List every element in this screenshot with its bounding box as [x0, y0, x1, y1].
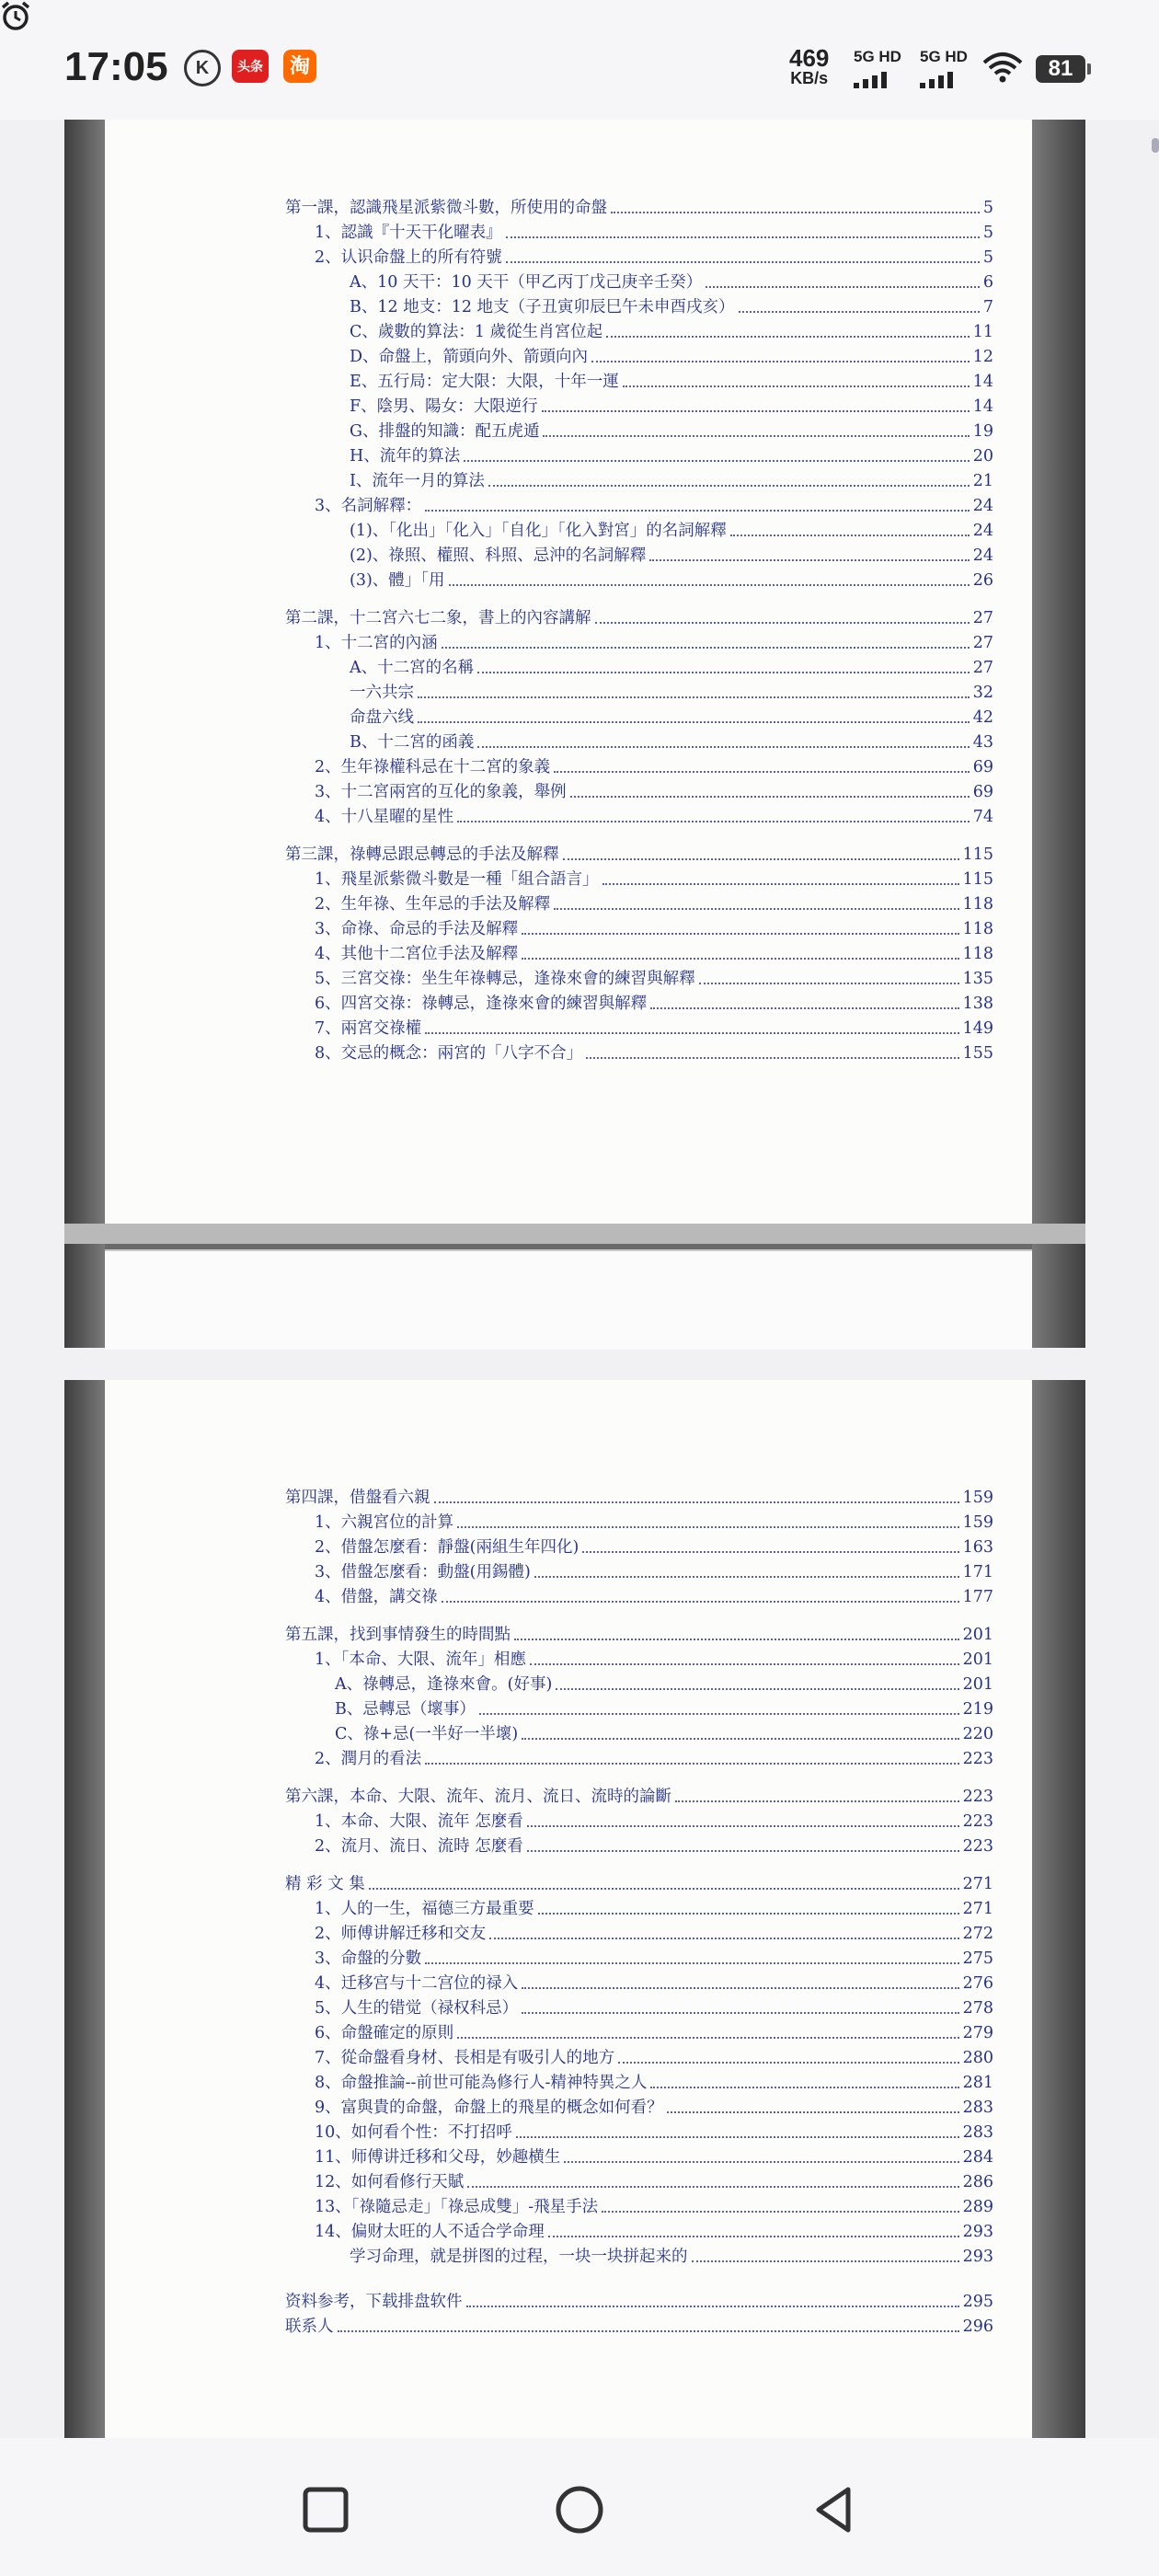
signal-label: 5G HD: [920, 48, 968, 65]
toc-leader-dots: [522, 1738, 958, 1740]
toc-entry-title: 6、四宮交祿：祿轉忌，逢祿來會的練習與解釋: [315, 995, 648, 1013]
toc-entry: [315, 993, 993, 1015]
toc-leader-dots: [548, 2236, 959, 2237]
toc-entry-title: 8、交忌的概念：兩宮的「八字不合」: [315, 1044, 583, 1063]
toc-leader-dots: [418, 721, 970, 723]
wifi-icon: [982, 52, 1023, 83]
page-paper: [105, 120, 1032, 1224]
toc-entry-title: H、流年的算法: [350, 447, 461, 466]
toc-leader-dots: [543, 435, 969, 437]
triangle-back-icon[interactable]: [808, 2484, 859, 2536]
toc-leader-dots: [477, 746, 969, 748]
toc-entry: [315, 1748, 993, 1770]
toc-leader-dots: [595, 622, 970, 624]
toc-entry: [315, 1811, 993, 1833]
toc-entry-page: 293: [962, 2248, 993, 2266]
toc-entry-page: 289: [962, 2198, 993, 2216]
toc-entry-page: 24: [972, 522, 993, 540]
signal-icon: [920, 48, 968, 88]
toc-leader-dots: [467, 2186, 958, 2188]
toc-entry-title: C、歲數的算法：1 歲從生肖宮位起: [350, 323, 603, 341]
toc-entry-page: 12: [972, 348, 993, 366]
toc-entry-title: 联系人: [285, 2317, 334, 2336]
toc-entry-title: 1、本命、大限、流年 怎麼看: [315, 1812, 523, 1831]
toc-entry-page: 163: [962, 1538, 993, 1557]
toc-leader-dots: [489, 1938, 958, 1939]
toc-entry-page: 69: [972, 783, 993, 801]
toc-entry-page: 271: [962, 1900, 993, 1918]
toc-entry-title: 4、其他十二宮位手法及解釋: [315, 945, 519, 963]
toc-entry-page: 159: [962, 1489, 993, 1507]
toc-leader-dots: [466, 2306, 959, 2307]
toc-leader-dots: [586, 1057, 958, 1059]
toc-entry: [350, 371, 993, 393]
toc-entry-title: (3)、體」「用: [350, 571, 445, 590]
toc-entry-title: 第二課，十二宮六七二象，書上的內容講解: [285, 609, 591, 627]
toc-leader-dots: [554, 771, 970, 773]
toc-leader-dots: [479, 1713, 959, 1715]
toc-entry: [315, 1835, 993, 1857]
toc-leader-dots: [602, 2211, 958, 2213]
toc-leader-dots: [457, 821, 970, 822]
toc-entry-page: 42: [972, 708, 993, 727]
toc-entry-page: 26: [972, 571, 993, 590]
toc-leader-dots: [618, 2062, 958, 2064]
toc-entry-page: 24: [972, 546, 993, 565]
toc-entry-page: 295: [962, 2293, 993, 2311]
toc-leader-dots: [418, 696, 970, 698]
toc-entry: [315, 756, 993, 778]
toc-entry: [315, 918, 993, 940]
page-edge: [105, 1249, 1032, 1350]
toc-entry: [285, 1624, 993, 1646]
toc-entry-title: 3、名詞解釋：: [315, 497, 422, 515]
status-bar: [0, 0, 1159, 120]
toc-entry-page: 5: [982, 224, 993, 242]
toc-entry-page: 118: [962, 895, 993, 914]
toc-leader-dots: [623, 385, 970, 387]
circle-home-icon[interactable]: [554, 2484, 605, 2536]
toc-entry: [350, 657, 993, 679]
toc-leader-dots: [570, 796, 970, 798]
network-speed-unit: KB/s: [790, 69, 829, 87]
toc-entry: [350, 707, 993, 729]
toc-entry-page: 283: [962, 2099, 993, 2117]
toc-entry-page: 159: [962, 1513, 993, 1532]
toc-entry-title: 4、借盤，講交祿: [315, 1588, 438, 1606]
toc-leader-dots: [477, 672, 970, 673]
toc-leader-dots: [534, 1576, 959, 1578]
toc-leader-dots: [699, 983, 959, 984]
toc-entry-title: 7、兩宮交祿權: [315, 1019, 422, 1038]
toc-entry: [285, 2316, 993, 2338]
page-shadow-left: [64, 1380, 105, 2438]
toc-entry-page: 223: [962, 1750, 993, 1768]
toc-entry-page: 138: [962, 995, 993, 1013]
toc-entry-page: 11: [972, 323, 993, 341]
toc-entry: [350, 296, 993, 318]
toc-entry: [315, 1649, 993, 1671]
alarm-icon: [0, 0, 31, 31]
toc-entry-title: 4、迁移宫与十二宫位的禄入: [315, 1974, 519, 1993]
toc-leader-dots: [527, 1825, 959, 1827]
toc-leader-dots: [692, 2260, 959, 2262]
page-shadow-left: [64, 120, 105, 1348]
toc-entry-page: 171: [962, 1563, 993, 1581]
toc-entry-page: 69: [972, 758, 993, 776]
toc-entry: [315, 1997, 993, 2019]
toc-entry: [315, 1536, 993, 1558]
toc-entry-page: 6: [982, 273, 993, 292]
toc-entry: [285, 197, 993, 219]
toc-entry: [285, 607, 993, 629]
toc-entry-title: 1、十二宮的內涵: [315, 634, 438, 652]
toc-leader-dots: [554, 908, 958, 910]
toc-entry-title: 12、如何看修行天賦: [315, 2173, 465, 2191]
toc-entry: [285, 2291, 993, 2313]
toc-leader-dots: [434, 1501, 959, 1503]
toc-entry: [315, 943, 993, 965]
toc-leader-dots: [556, 1688, 958, 1690]
toc-entry: [315, 1898, 993, 1920]
toutiao-app-icon: 头条: [232, 50, 269, 83]
toc-leader-dots: [602, 883, 959, 885]
toc-leader-dots: [457, 1526, 958, 1528]
toc-entry-page: 279: [962, 2024, 993, 2042]
toc-entry-page: 5: [982, 199, 993, 217]
toc-entry-title: 2、借盤怎麼看：靜盤(兩組生年四化): [315, 1538, 580, 1557]
toc-leader-dots: [506, 236, 980, 238]
toc-entry-page: 24: [972, 497, 993, 515]
toc-entry-title: 5、三宮交祿：坐生年祿轉忌，逢祿來會的練習與解釋: [315, 970, 695, 988]
toc-entry: [350, 470, 993, 492]
network-speed-value: 469: [789, 44, 830, 72]
toc-entry-title: A、祿轉忌，逢祿來會。(好事): [335, 1675, 553, 1694]
toc-entry-page: 118: [962, 945, 993, 963]
toc-entry-title: 第六課，本命、大限、流年、流月、流日、流時的論斷: [285, 1788, 671, 1806]
toc-entry-title: E、五行局：定大限：大限，十年一運: [350, 373, 619, 391]
network-speed: [789, 46, 829, 86]
toc-entry: [315, 632, 993, 654]
toc-entry: [335, 1698, 993, 1720]
toc-entry-title: 一六共宗: [350, 684, 414, 702]
toc-entry-title: 3、命祿、命忌的手法及解釋: [315, 920, 519, 938]
toc-entry-title: 1、認識『十天干化曜表』: [315, 224, 502, 242]
toc-entry: [315, 1586, 993, 1608]
toc-leader-dots: [650, 1007, 958, 1009]
toc-entry: [315, 1512, 993, 1534]
toc-leader-dots: [530, 1663, 959, 1665]
toc-entry: [315, 1042, 993, 1064]
toc-entry-title: F、陰男、陽女：大限逆行: [350, 397, 538, 416]
toc-entry-title: 2、师傅讲解迁移和交友: [315, 1925, 487, 1943]
toc-leader-dots: [739, 311, 980, 313]
toc-entry-page: 155: [962, 1044, 993, 1063]
scrollbar-thumb[interactable]: [1152, 138, 1159, 153]
toc-leader-dots: [527, 1850, 959, 1852]
scanned-page-2: [64, 1380, 1085, 2438]
battery-icon: 81: [1036, 55, 1085, 83]
toc-entry-title: 2、生年祿、生年忌的手法及解釋: [315, 895, 551, 914]
toc-entry-title: 命盘六线: [350, 708, 414, 727]
toc-entry-page: 219: [962, 1700, 993, 1719]
toc-entry-page: 284: [962, 2148, 993, 2167]
toc-entry-title: A、十二宮的名稱: [350, 659, 475, 677]
navigation-bar: [0, 2438, 1159, 2576]
toc-entry-page: 115: [962, 870, 993, 889]
toc-entry: [285, 844, 993, 866]
toc-leader-dots: [425, 510, 970, 512]
toc-entry-page: 32: [972, 684, 993, 702]
toc-entry-page: 74: [972, 808, 993, 826]
toc-entry: [285, 1786, 993, 1808]
toc-entry-title: 14、偏财太旺的人不适合学命理: [315, 2223, 545, 2241]
toc-entry-title: 3、命盤的分數: [315, 1949, 422, 1968]
toc-leader-dots: [591, 361, 970, 362]
toc-entry-title: 2、生年祿權科忌在十二宮的象義: [315, 758, 551, 776]
toc-entry-page: 20: [972, 447, 993, 466]
toc-entry-title: 第四課，借盤看六親: [285, 1489, 430, 1507]
toc-entry-title: B、十二宮的函義: [350, 733, 475, 752]
toc-entry-title: 第三課，祿轉忌跟忌轉忌的手法及解釋: [285, 845, 559, 864]
toc-entry: [315, 2097, 993, 2119]
page-divider: [64, 1224, 1085, 1244]
toc-entry-page: 19: [972, 422, 993, 441]
toc-entry-page: 223: [962, 1788, 993, 1806]
toc-entry-title: 7、從命盤看身材、長相是有吸引人的地方: [315, 2049, 615, 2067]
signal-label: 5G HD: [854, 48, 901, 65]
toc-entry-title: 13、「祿隨忌走」「祿忌成雙」-飛星手法: [315, 2198, 599, 2216]
toc-entry-title: 10、如何看个性：不打招呼: [315, 2123, 512, 2142]
page-paper: [105, 1380, 1032, 2438]
toc-entry: [315, 1561, 993, 1583]
toc-leader-dots: [542, 410, 970, 412]
toc-entry-page: 281: [962, 2074, 993, 2092]
toc-leader-dots: [338, 2330, 959, 2332]
toc-entry-title: I、流年一月的算法: [350, 472, 485, 490]
toc-leader-dots: [650, 2087, 958, 2088]
toc-entry: [350, 545, 993, 567]
toc-entry: [285, 1873, 993, 1895]
toc-entry-title: D、命盤上，箭頭向外、箭頭向內: [350, 348, 589, 366]
toc-entry: [315, 2072, 993, 2094]
toc-entry: [335, 1673, 993, 1696]
toc-entry: [315, 2022, 993, 2044]
toc-entry-title: (1)、「化出」「化入」「自化」「化入對宮」的名詞解釋: [350, 522, 727, 540]
toc-entry: [350, 445, 993, 467]
toc-entry-title: 6、命盤確定的原則: [315, 2024, 454, 2042]
toc-entry: [315, 2171, 993, 2193]
toc-entry: [350, 731, 993, 753]
toc-entry-page: 293: [962, 2223, 993, 2241]
toc-entry-page: 220: [962, 1725, 993, 1743]
toc-entry: [315, 2221, 993, 2243]
toc-entry-title: G、排盤的知識：配五虎遁: [350, 422, 540, 441]
toc-leader-dots: [563, 858, 959, 860]
scanned-page-1: [64, 120, 1085, 1348]
toc-leader-dots: [464, 460, 969, 462]
toc-entry: [350, 682, 993, 704]
toc-entry-page: 27: [972, 659, 993, 677]
toc-leader-dots: [538, 1913, 959, 1915]
toc-entry-page: 149: [962, 1019, 993, 1038]
toc-entry-page: 201: [962, 1675, 993, 1694]
page-shadow-right: [1032, 120, 1085, 1348]
toc-entry-page: 272: [962, 1925, 993, 1943]
toc-entry-title: 第一課，認識飛星派紫微斗數，所使用的命盤: [285, 199, 607, 217]
toc-entry-page: 27: [972, 609, 993, 627]
toc-entry-title: 2、潤月的看法: [315, 1750, 422, 1768]
toc-entry-page: 286: [962, 2173, 993, 2191]
toc-entry-page: 21: [972, 472, 993, 490]
toc-leader-dots: [449, 584, 970, 586]
toc-entry-page: 201: [962, 1626, 993, 1644]
toc-leader-dots: [564, 2161, 958, 2163]
toc-entry: [315, 1018, 993, 1040]
toc-leader-dots: [522, 1987, 958, 1989]
toc-entry-title: 1、六親宮位的計算: [315, 1513, 454, 1532]
toc-entry-title: 3、十二宮兩宮的互化的象義，舉例: [315, 783, 567, 801]
toc-leader-dots: [442, 1601, 959, 1603]
toc-entry-page: 27: [972, 634, 993, 652]
toc-leader-dots: [425, 1032, 958, 1034]
toc-entry: [350, 2246, 993, 2268]
toc-leader-dots: [522, 958, 958, 960]
toc-entry: [315, 1923, 993, 1945]
toc-leader-dots: [425, 1763, 958, 1765]
toc-entry: [315, 247, 993, 269]
toc-entry: [350, 321, 993, 343]
toc-leader-dots: [675, 1800, 959, 1802]
toc-entry-page: 7: [982, 298, 993, 316]
toc-leader-dots: [522, 2012, 958, 2014]
toc-entry: [315, 968, 993, 990]
toc-entry: [315, 2196, 993, 2218]
toc-leader-dots: [369, 1888, 959, 1890]
toc-entry-title: 学习命理，就是拼图的过程，一块一块拼起来的: [350, 2248, 688, 2266]
toc-leader-dots: [488, 485, 970, 487]
toc-leader-dots: [706, 286, 980, 288]
toc-entry-title: 第五課，找到事情發生的時間點: [285, 1626, 511, 1644]
toc-entry-title: 4、十八星曜的星性: [315, 808, 454, 826]
toc-entry-title: 精 彩 文 集: [285, 1875, 365, 1893]
toc-entry-page: 115: [962, 845, 993, 864]
toc-entry-page: 14: [972, 373, 993, 391]
toc-leader-dots: [667, 2111, 959, 2113]
toc-leader-dots: [506, 261, 980, 263]
toc-entry-title: 8、命盤推論--前世可能為修行人-精神特異之人: [315, 2074, 648, 2092]
toc-entry-page: 296: [962, 2317, 993, 2336]
toc-entry-page: 280: [962, 2049, 993, 2067]
toc-entry-title: 资料参考，下载排盘软件: [285, 2293, 463, 2311]
toc-entry-title: 1、人的一生，福德三方最重要: [315, 1900, 534, 1918]
toc-entry: [315, 222, 993, 244]
toc-entry-title: 1、「本命、大限、流年」相應: [315, 1650, 526, 1669]
toc-entry: [350, 420, 993, 443]
toc-entry-page: 223: [962, 1812, 993, 1831]
toc-entry: [315, 1948, 993, 1970]
toc-entry: [350, 569, 993, 592]
toc-entry-title: B、12 地支：12 地支（子丑寅卯辰巳午未申酉戌亥）: [350, 298, 735, 316]
toc-leader-dots: [516, 2136, 959, 2138]
toc-entry: [315, 2122, 993, 2144]
signal-icon: [854, 48, 901, 88]
toc-entry-page: 5: [982, 248, 993, 267]
toc-leader-dots: [582, 1551, 958, 1553]
toc-entry-title: 11、师傅讲迁移和父母，妙趣横生: [315, 2148, 561, 2167]
toc-entry: [315, 868, 993, 891]
toc-entry: [315, 495, 993, 517]
toc-entry: [350, 346, 993, 368]
toc-leader-dots: [442, 647, 970, 649]
k-circle-icon: K: [184, 50, 221, 86]
toc-entry-page: 276: [962, 1974, 993, 1993]
toc-entry-page: 135: [962, 970, 993, 988]
toc-entry-page: 177: [962, 1588, 993, 1606]
toc-entry: [350, 396, 993, 418]
toc-entry-title: 3、借盤怎麼看：動盤(用錫體): [315, 1563, 531, 1581]
toc-leader-dots: [514, 1639, 959, 1640]
toc-entry: [315, 1972, 993, 1995]
toc-entry-title: 2、认识命盤上的所有符號: [315, 248, 502, 267]
toc-leader-dots: [425, 1962, 958, 1964]
toc-entry-title: (2)、祿照、權照、科照、忌沖的名詞解釋: [350, 546, 647, 565]
toc-entry: [315, 2146, 993, 2168]
toc-leader-dots: [611, 212, 980, 213]
toc-entry-title: A、10 天干：10 天干（甲乙丙丁戊己庚辛壬癸）: [350, 273, 703, 292]
toc-entry: [315, 806, 993, 828]
square-recents-icon[interactable]: [300, 2484, 351, 2536]
toc-entry-title: 2、流月、流日、流時 怎麼看: [315, 1837, 523, 1856]
toc-leader-dots: [649, 559, 969, 561]
toc-entry-title: 5、人生的错觉（禄权科忌）: [315, 1999, 519, 2018]
toc-entry-page: 201: [962, 1650, 993, 1669]
document-viewer[interactable]: [0, 120, 1159, 2438]
toc-entry-title: 1、飛星派紫微斗數是一種「組合語言」: [315, 870, 599, 889]
toc-leader-dots: [522, 933, 958, 935]
toc-entry-page: 118: [962, 920, 993, 938]
toc-leader-dots: [457, 2037, 958, 2039]
toc-entry-page: 275: [962, 1949, 993, 1968]
toc-entry: [315, 2047, 993, 2069]
toc-leader-dots: [730, 535, 970, 536]
toc-leader-dots: [606, 336, 970, 338]
toc-entry-page: 43: [972, 733, 993, 752]
toc-entry-page: 283: [962, 2123, 993, 2142]
toc-entry-page: 223: [962, 1837, 993, 1856]
toc-entry-title: 9、富與貴的命盤，命盤上的飛星的概念如何看？: [315, 2099, 663, 2117]
toc-entry-page: 14: [972, 397, 993, 416]
status-time: 17:05: [64, 44, 168, 89]
taobao-app-icon: 淘: [283, 50, 316, 83]
toc-entry-page: 271: [962, 1875, 993, 1893]
toc-entry-title: C、祿+忌(一半好一半壞): [335, 1725, 519, 1743]
toc-entry: [350, 520, 993, 542]
toc-entry: [335, 1723, 993, 1745]
toc-entry-page: 278: [962, 1999, 993, 2018]
toc-entry-title: B、忌轉忌（壞事）: [335, 1700, 476, 1719]
page-shadow-right: [1032, 1380, 1085, 2438]
toc-entry: [315, 781, 993, 803]
toc-entry: [285, 1487, 993, 1509]
toc-entry: [350, 271, 993, 293]
toc-entry: [315, 893, 993, 915]
